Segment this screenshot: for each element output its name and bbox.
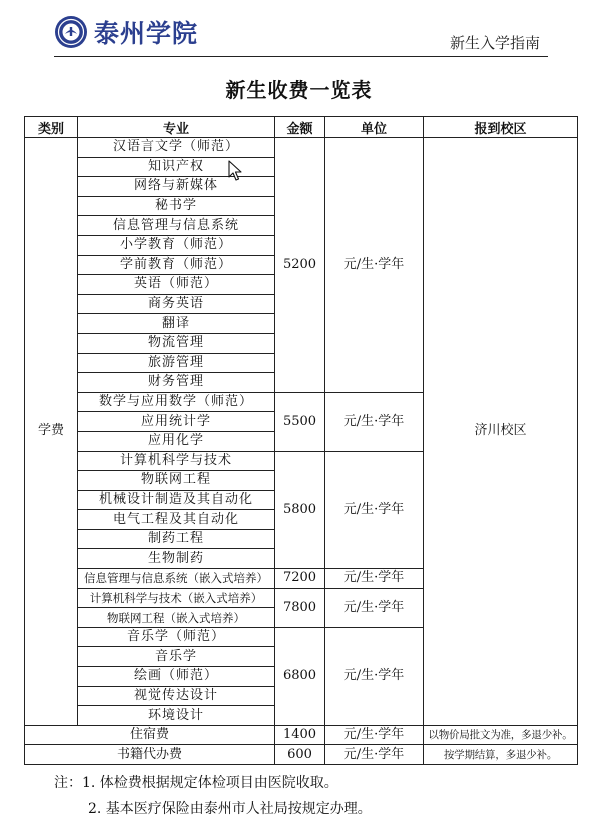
amount-cell: 6800: [275, 627, 325, 725]
major-cell: 音乐学（师范）: [78, 627, 275, 647]
major-cell: 汉语言文学（师范）: [78, 138, 275, 158]
major-cell: 网络与新媒体: [78, 177, 275, 197]
major-cell: 英语（师范）: [78, 275, 275, 295]
major-cell: 机械设计制造及其自动化: [78, 490, 275, 510]
amount-cell: 7800: [275, 588, 325, 627]
amount-cell: 5200: [275, 138, 325, 393]
major-cell: 财务管理: [78, 373, 275, 393]
tuition-category-cell: 学费: [25, 138, 78, 726]
fee-label-cell: 书籍代办费: [25, 745, 275, 765]
major-cell: 物流管理: [78, 333, 275, 353]
major-cell: 计算机科学与技术（嵌入式培养）: [78, 588, 275, 608]
major-cell: 数学与应用数学（师范）: [78, 392, 275, 412]
unit-cell: 元/生·学年: [325, 588, 424, 627]
unit-cell: 元/生·学年: [325, 627, 424, 725]
campus-cell: 济川校区: [424, 138, 578, 726]
unit-cell: 元/生·学年: [325, 725, 424, 745]
unit-cell: 元/生·学年: [325, 569, 424, 589]
major-cell: 应用化学: [78, 431, 275, 451]
major-cell: 商务英语: [78, 294, 275, 314]
notes-prefix: 注：: [54, 775, 82, 791]
major-cell: 应用统计学: [78, 412, 275, 432]
amount-cell: 600: [275, 745, 325, 765]
table-row: [25, 725, 578, 745]
unit-cell: 元/生·学年: [325, 745, 424, 765]
amount-cell: 1400: [275, 725, 325, 745]
school-logo: [54, 14, 198, 50]
major-cell: 音乐学: [78, 647, 275, 667]
column-header-major: 专业: [78, 117, 275, 138]
table-header-row: [25, 117, 578, 138]
amount-cell: 5500: [275, 392, 325, 451]
major-cell: 秘书学: [78, 196, 275, 216]
school-seal-icon: [54, 15, 88, 49]
major-cell: 生物制药: [78, 549, 275, 569]
major-cell: 绘画（师范）: [78, 667, 275, 687]
major-cell: 计算机科学与技术: [78, 451, 275, 471]
column-header-campus: 报到校区: [424, 117, 578, 138]
major-cell: 信息管理与信息系统（嵌入式培养）: [78, 569, 275, 589]
header-divider: [54, 56, 548, 57]
school-name: 泰州学院: [94, 19, 199, 48]
major-cell: 学前教育（师范）: [78, 255, 275, 275]
table-row: [25, 138, 578, 158]
major-cell: 知识产权: [78, 157, 275, 177]
note-line-1: [54, 770, 372, 796]
fee-table-body: [25, 138, 578, 765]
note-item: 2. 基本医疗保险由泰州市人社局按规定办理。: [88, 801, 372, 817]
column-header-unit: 单位: [325, 117, 424, 138]
major-cell: 视觉传达设计: [78, 686, 275, 706]
fee-label-cell: 住宿费: [25, 725, 275, 745]
unit-cell: 元/生·学年: [325, 451, 424, 569]
major-cell: 制药工程: [78, 529, 275, 549]
amount-cell: 5800: [275, 451, 325, 569]
unit-cell: 元/生·学年: [325, 138, 424, 393]
column-header-amount: 金额: [275, 117, 325, 138]
fee-note-cell: 按学期结算，多退少补。: [424, 745, 578, 765]
major-cell: 信息管理与信息系统: [78, 216, 275, 236]
page-title: 新生收费一览表: [225, 78, 373, 102]
notes-section: [54, 770, 372, 822]
major-cell: 环境设计: [78, 706, 275, 726]
major-cell: 翻译: [78, 314, 275, 334]
major-cell: 旅游管理: [78, 353, 275, 373]
major-cell: 小学教育（师范）: [78, 235, 275, 255]
table-row: [25, 745, 578, 765]
note-item: 1. 体检费根据规定体检项目由医院收取。: [82, 775, 338, 791]
column-header-category: 类别: [25, 117, 78, 138]
unit-cell: 元/生·学年: [325, 392, 424, 451]
major-cell: 物联网工程: [78, 471, 275, 491]
fee-table: [24, 116, 578, 765]
note-line-2: [54, 796, 372, 822]
major-cell: 电气工程及其自动化: [78, 510, 275, 530]
amount-cell: 7200: [275, 569, 325, 589]
page-header: [0, 0, 598, 62]
fee-note-cell: 以物价局批文为准，多退少补。: [424, 725, 578, 745]
guide-title: 新生入学指南: [449, 34, 540, 52]
mouse-pointer-icon: [228, 160, 244, 182]
major-cell: 物联网工程（嵌入式培养）: [78, 608, 275, 628]
